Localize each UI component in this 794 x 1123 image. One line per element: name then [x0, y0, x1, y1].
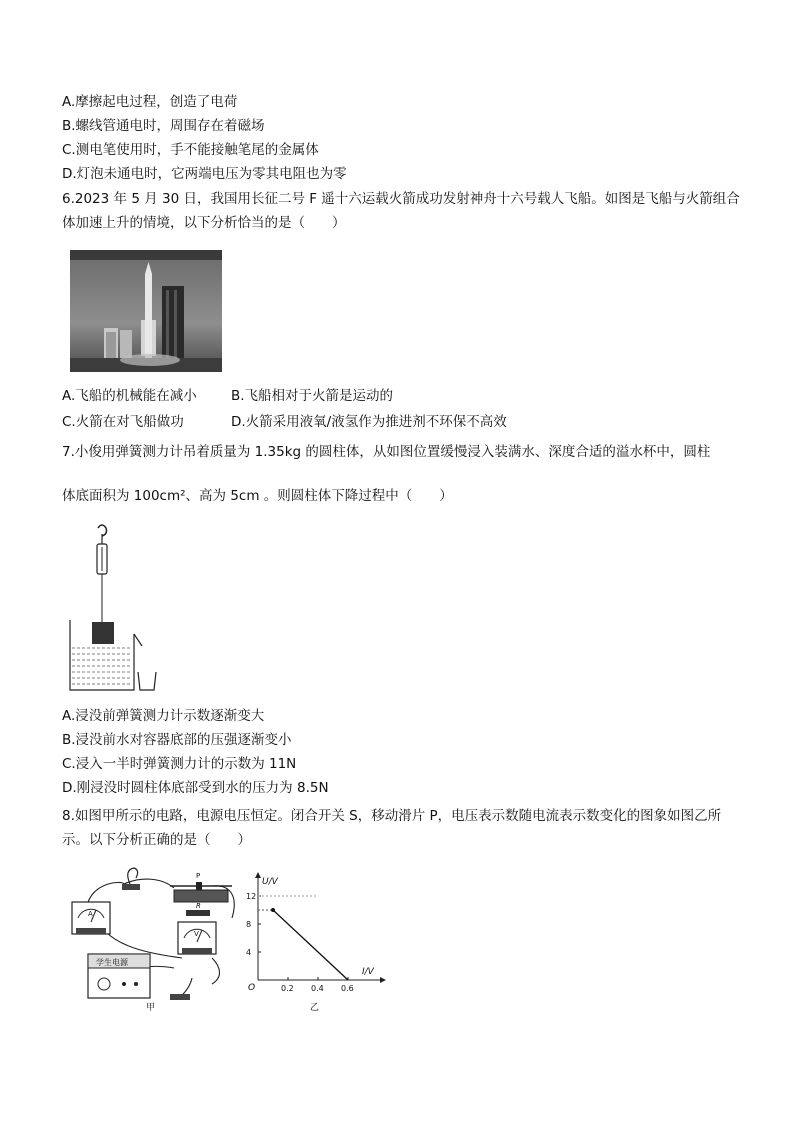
x-tick-label: 0.4 [311, 984, 324, 993]
q6-option-a: A.飞船的机械能在减小 [62, 388, 197, 404]
svg-text:A: A [88, 910, 93, 918]
q8-stem: 8.如图甲所示的电路，电源电压恒定。闭合开关 S，移动滑片 P，电压表示数随电流表示数变化的图象如图乙所示。以下分析正确的是（ ） [62, 808, 722, 848]
x-axis-label: I/V [362, 967, 374, 977]
y-axis-label: U/V [262, 877, 278, 887]
svg-text:学生电源: 学生电源 [96, 958, 128, 967]
q7-option-c: C.浸入一半时弹簧测力计的示数为 11N [62, 756, 297, 772]
q7-option-a: A.浸没前弹簧测力计示数逐渐变大 [62, 708, 265, 724]
svg-text:V: V [194, 930, 199, 938]
origin-label: O [248, 983, 256, 993]
power-supply-icon [88, 954, 150, 998]
ammeter-icon [72, 902, 110, 934]
q6-option-c: C.火箭在对飞船做功 [62, 414, 184, 430]
ui-graph-yi [240, 868, 390, 1016]
y-tick-label: 12 [246, 892, 257, 901]
voltmeter-icon [178, 922, 216, 954]
rocket-launch-photo [70, 250, 222, 372]
q6-option-d: D.火箭采用液氧/液氢作为推进剂不环保不高效 [231, 414, 507, 430]
x-tick-label: 0.6 [341, 984, 354, 993]
switch-icon [122, 868, 140, 890]
series-line [273, 910, 348, 980]
figure-jia-caption: 甲 [146, 1003, 156, 1013]
q5-option-a: A.摩擦起电过程，创造了电荷 [62, 94, 238, 110]
q7-stem-line1: 7.小俊用弹簧测力计吊着质量为 1.35kg 的圆柱体，从如图位置缓慢浸入装满水、深度合适的溢水杯中，圆柱 [62, 444, 711, 460]
q7-stem-line2: 体底面积为 100cm²、高为 5cm 。则圆柱体下降过程中（ ） [62, 488, 453, 504]
resistor-icon [186, 902, 210, 916]
q6-stem: 6.2023 年 5 月 30 日，我国用长征二号 F 遥十六运载火箭成功发射神舟十六号载人飞船。如图是飞船与火箭组合体加速上升的情境，以下分析恰当的是（ ） [62, 191, 740, 231]
circuit-figure-jia [62, 858, 252, 1014]
q5-option-c: C.测电笔使用时，手不能接触笔尾的金属体 [62, 142, 319, 158]
y-tick-label: 8 [246, 920, 252, 929]
spring-scale-overflow-cup-figure [62, 522, 162, 694]
svg-text:R: R [196, 902, 201, 910]
q7-option-d: D.刚浸没时圆柱体底部受到水的压力为 8.5N [62, 780, 329, 796]
figure-yi-caption: 乙 [310, 1003, 320, 1013]
q5-option-d: D.灯泡未通电时，它两端电压为零其电阻也为零 [62, 166, 347, 182]
data-point [271, 908, 275, 912]
q5-option-b: B.螺线管通电时，周围存在着磁场 [62, 118, 265, 134]
x-tick-label: 0.2 [281, 984, 294, 993]
x-axis [258, 977, 386, 983]
y-tick-label: 4 [246, 948, 252, 957]
y-axis [255, 872, 261, 980]
q6-option-b: B.飞船相对于火箭是运动的 [231, 388, 394, 404]
q7-option-b: B.浸没前水对容器底部的压强逐渐变小 [62, 732, 292, 748]
svg-text:P: P [196, 872, 201, 880]
